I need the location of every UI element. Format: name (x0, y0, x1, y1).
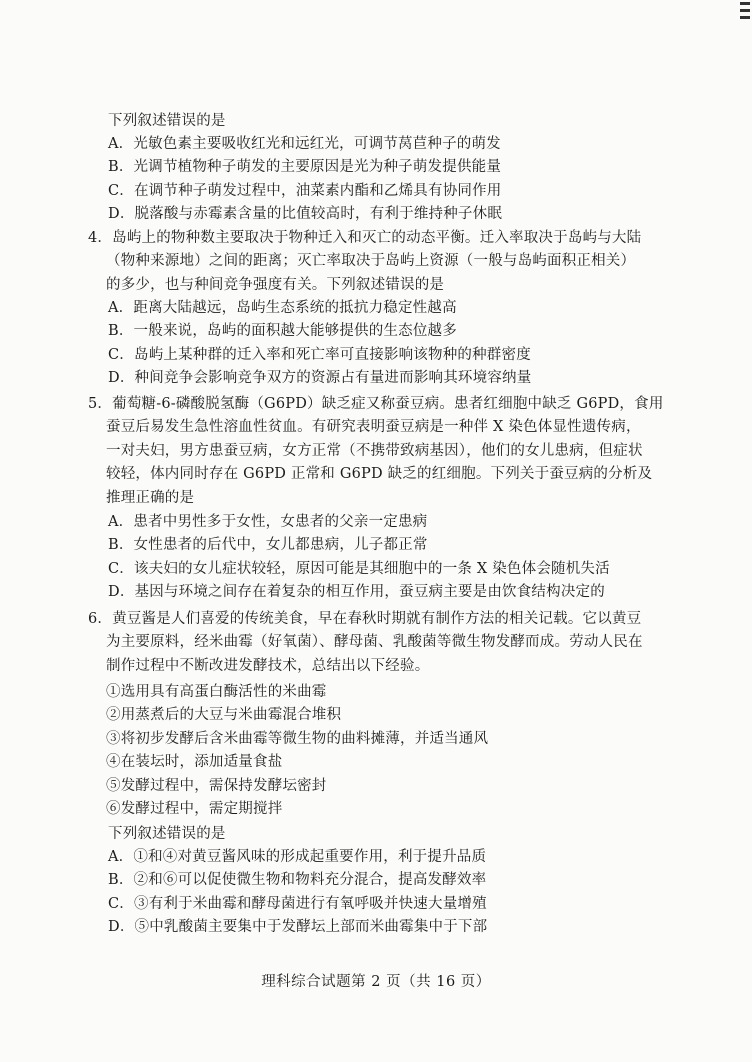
option-d: D．⑤中乳酸菌主要集中于发酵坛上部而米曲霉集中于下部 (108, 919, 488, 936)
scan-edge-mark (714, 0, 752, 24)
option-b: B．一般来说，岛屿的面积越大能够提供的生态位越多 (108, 323, 457, 340)
question-6-stem: 6．黄豆酱是人们喜爱的传统美食，早在春秋时期就有制作方法的相关记载。它以黄豆 为主要原料，经米曲霉（好氧菌）、酵母菌、乳酸菌等微生物发酵而成。劳动人民在 制作过程中不断改进发酵技术，总结出以下经验。 (88, 611, 643, 674)
option-b: B．②和⑥可以促使微生物和物料充分混合，提高发酵效率 (108, 872, 487, 889)
question-6-options (108, 846, 487, 940)
option-b: B．光调节植物种子萌发的主要原因是光为种子萌发提供能量 (108, 159, 502, 176)
option-d: D．基因与环境之间存在着复杂的相互作用，蚕豆病主要是由饮食结构决定的 (108, 584, 605, 601)
option-a: A．①和④对黄豆酱风味的形成起重要作用，利于提升品质 (108, 849, 487, 865)
step-5: ⑤发酵过程中，需保持发酵坛密封 (106, 777, 327, 794)
question-6-prompt: 下列叙述错误的是 (108, 826, 226, 842)
question-4-stem: 4．岛屿上的物种数主要取决于物种迁入和灭亡的动态平衡。迁入率取决于岛屿与大陆 （物种来源地）之间的距离；灭亡率取决于岛屿上资源（一般与岛屿面积正相关） 的多少，也与种间竞争强度有关。下列叙述错误的是 (88, 230, 642, 293)
question-3-options (108, 133, 502, 227)
option-b: B．女性患者的后代中，女儿都患病，儿子都正常 (108, 537, 428, 554)
step-4: ④在装坛时，添加适量食盐 (106, 754, 283, 771)
option-c: C．在调节种子萌发过程中，油菜素内酯和乙烯具有协同作用 (108, 182, 502, 199)
question-3-prompt: 下列叙述错误的是 (108, 113, 226, 129)
step-2: ②用蒸煮后的大豆与米曲霉混合堆积 (106, 707, 342, 724)
question-6-steps (106, 681, 488, 821)
option-c: C．③有利于米曲霉和酵母菌进行有氧呼吸并快速大量增殖 (108, 895, 487, 912)
question-5-options (108, 511, 610, 605)
option-a: A．光敏色素主要吸收红光和远红光，可调节莴苣种子的萌发 (108, 136, 501, 152)
question-5-stem: 5．葡萄糖-6-磷酸脱氢酶（G6PD）缺乏症又称蚕豆病。患者红细胞中缺乏 G6PD，食用 蚕豆后易发生急性溶血性贫血。有研究表明蚕豆病是一种伴 X 染色体显性遗传病， 一对夫妇，男方患蚕豆病，女方正常（不携带致病基因），他们的女儿患病，但症状 较轻，体内同时存在 G6PD 正常和 G6PD 缺乏的红细胞。下列关于蚕豆病的分析及 推理正确的是 (88, 396, 664, 506)
page-footer: 理科综合试题第 2 页（共 16 页） (261, 974, 491, 990)
option-c: C．岛屿上某种群的迁入率和死亡率可直接影响该物种的种群密度 (108, 346, 531, 363)
option-c: C．该夫妇的女儿症状较轻，原因可能是其细胞中的一条 X 染色体会随机失活 (108, 560, 610, 577)
question-4-options (108, 297, 531, 391)
option-d: D．种间竞争会影响竞争双方的资源占有量进而影响其环境容纳量 (108, 370, 532, 387)
option-d: D．脱落酸与赤霉素含量的比值较高时，有利于维持种子休眠 (108, 206, 503, 223)
step-1: ①选用具有高蛋白酶活性的米曲霉 (106, 684, 327, 700)
step-6: ⑥发酵过程中，需定期搅拌 (106, 800, 283, 817)
step-3: ③将初步发酵后含米曲霉等微生物的曲料摊薄，并适当通风 (106, 730, 489, 747)
option-a: A．患者中男性多于女性，女患者的父亲一定患病 (108, 514, 428, 530)
option-a: A．距离大陆越远，岛屿生态系统的抵抗力稳定性越高 (108, 300, 457, 316)
